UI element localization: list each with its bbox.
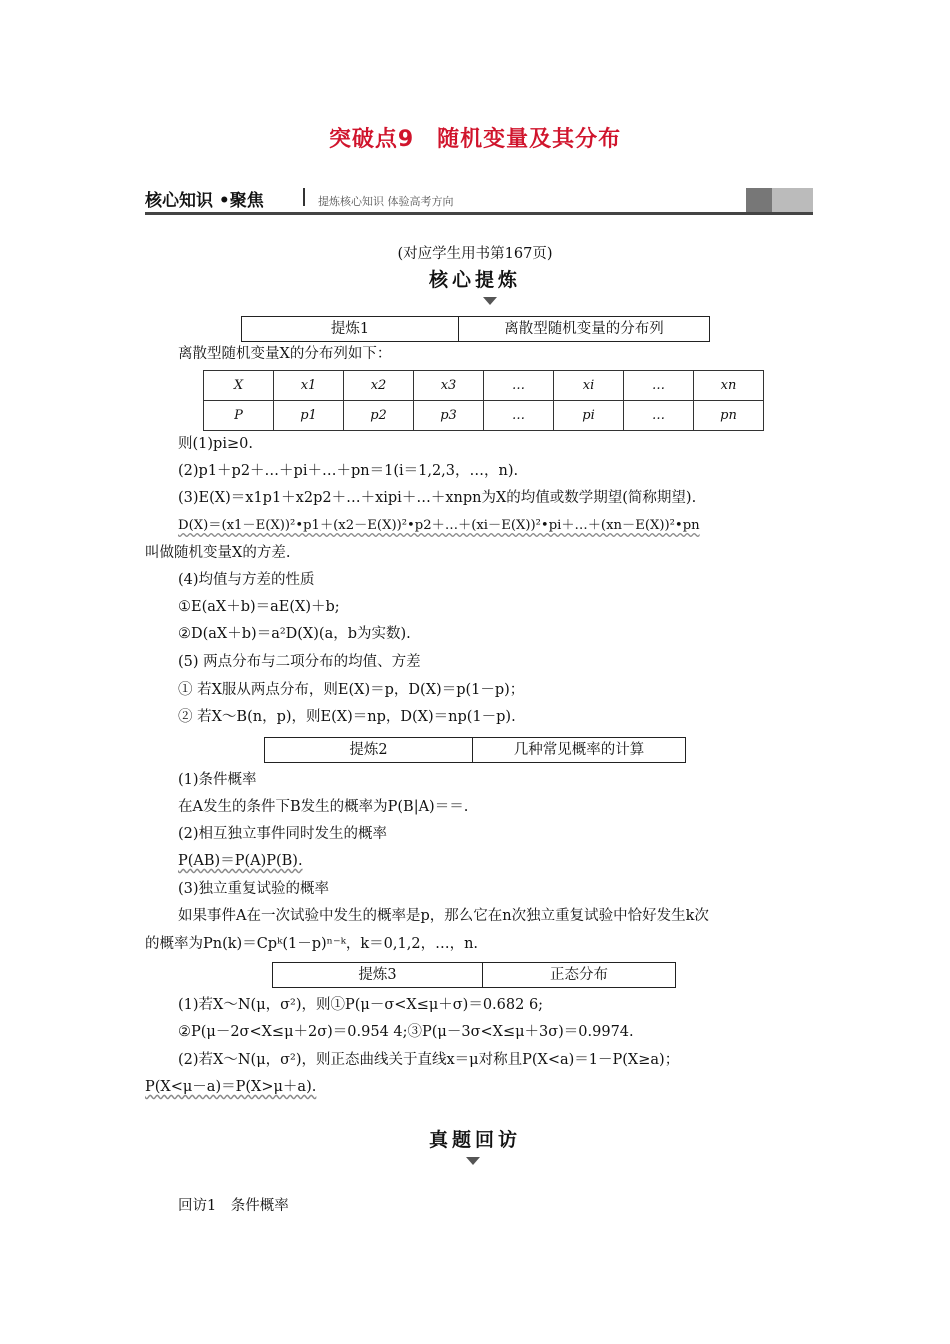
page-title: 突破点9 随机变量及其分布 [328,127,622,152]
table-cell: xi [554,371,624,401]
intro-text: 离散型随机变量X的分布列如下： [178,346,392,362]
banner-heading: 核心知识 •聚焦 [145,191,264,211]
banner-decor-light [772,188,813,212]
text-line: (5) 两点分布与二项分布的均值、方差 [178,654,421,670]
table-cell: p3 [414,401,484,431]
table-cell: P [204,401,274,431]
table-cell: x1 [274,371,344,401]
section-marker-icon [466,1157,480,1165]
text-line: (2)若X～N(μ，σ²)，则正态曲线关于直线x＝μ对称且P(X<a)＝1－P(X≥a)； [178,1052,680,1068]
text-line: (2)相互独立事件同时发生的概率 [178,826,388,842]
topic-box-label: 提炼2 [265,738,473,762]
table-cell: … [484,371,554,401]
text-line: ① 若X服从两点分布，则E(X)＝p，D(X)＝p(1－p)； [178,682,525,698]
topic-box-title: 离散型随机变量的分布列 [504,321,664,337]
table-cell: x2 [344,371,414,401]
table-cell: pi [554,401,624,431]
text-line: ②D(aX＋b)＝a²D(X)(a，b为实数). [178,626,411,642]
text-line: 在A发生的条件下B发生的概率为P(B|A)＝＝. [178,799,469,815]
text-line: (1)条件概率 [178,772,257,788]
topic-box-2 [264,737,686,763]
text-line: (2)p1＋p2＋…＋pi＋…＋pn＝1(i＝1,2,3，…，n). [178,463,519,479]
table-cell: … [484,401,554,431]
table-cell: x3 [414,371,484,401]
text-line: (3)独立重复试验的概率 [178,881,330,897]
table-cell: p2 [344,401,414,431]
text-line: 的概率为Pn(k)＝Cpᵏ(1－p)ⁿ⁻ᵏ，k＝0,1,2，…，n. [145,936,479,952]
text-line: ①E(aX＋b)＝aE(X)＋b; [178,599,340,615]
text-line: (3)E(X)＝x1p1＋x2p2＋…＋xipi＋…＋xnpn为X的均值或数学期望(简称期望). [178,490,697,506]
revisit-heading: 回访1 条件概率 [178,1198,289,1214]
distribution-table [203,370,764,431]
text-line: P(AB)＝P(A)P(B). [178,853,303,869]
table-cell: … [624,401,694,431]
topic-box-3 [272,962,676,988]
table-cell: pn [694,401,764,431]
section-heading-core: 核心提炼 [428,269,521,291]
table-cell: p1 [274,401,344,431]
table-cell: X [204,371,274,401]
text-line: 则(1)pi≥0. [178,436,253,452]
table-cell: xn [694,371,764,401]
section-marker-icon [483,297,497,305]
text-line: 叫做随机变量X的方差. [145,545,291,561]
text-line: (4)均值与方差的性质 [178,572,315,588]
text-line: P(X<μ－a)＝P(X>μ＋a). [145,1079,317,1095]
topic-box-label: 提炼3 [273,963,483,987]
table-row [204,401,764,431]
topic-box-title: 几种常见概率的计算 [513,742,645,758]
text-line: D(X)＝(x1－E(X))²•p1＋(x2－E(X))²•p2＋…＋(xi－E(X))²•pi＋…＋(xn－E(X))²•pn [178,518,700,533]
text-line: ② 若X～B(n，p)，则E(X)＝np，D(X)＝np(1－p). [178,709,516,725]
banner-subtitle: 提炼核心知识 体验高考方向 [318,195,454,208]
text-line: 如果事件A在一次试验中发生的概率是p，那么它在n次独立重复试验中恰好发生k次 [178,908,709,924]
banner-decor-dark [746,188,772,212]
text-line: (1)若X～N(μ，σ²)，则①P(μ－σ<X≤μ＋σ)＝0.682 6; [178,997,544,1013]
topic-box-title: 正态分布 [550,967,608,983]
topic-box-1 [241,316,710,342]
topic-box-label: 提炼1 [242,317,459,341]
banner-rule [145,212,813,215]
section-heading-review: 真题回访 [428,1129,521,1151]
table-cell: … [624,371,694,401]
page-reference: (对应学生用书第167页) [397,246,553,262]
text-line: ②P(μ－2σ<X≤μ＋2σ)＝0.954 4;③P(μ－3σ<X≤μ＋3σ)＝0.9974. [178,1024,634,1040]
table-row [204,371,764,401]
banner-divider [303,188,305,206]
